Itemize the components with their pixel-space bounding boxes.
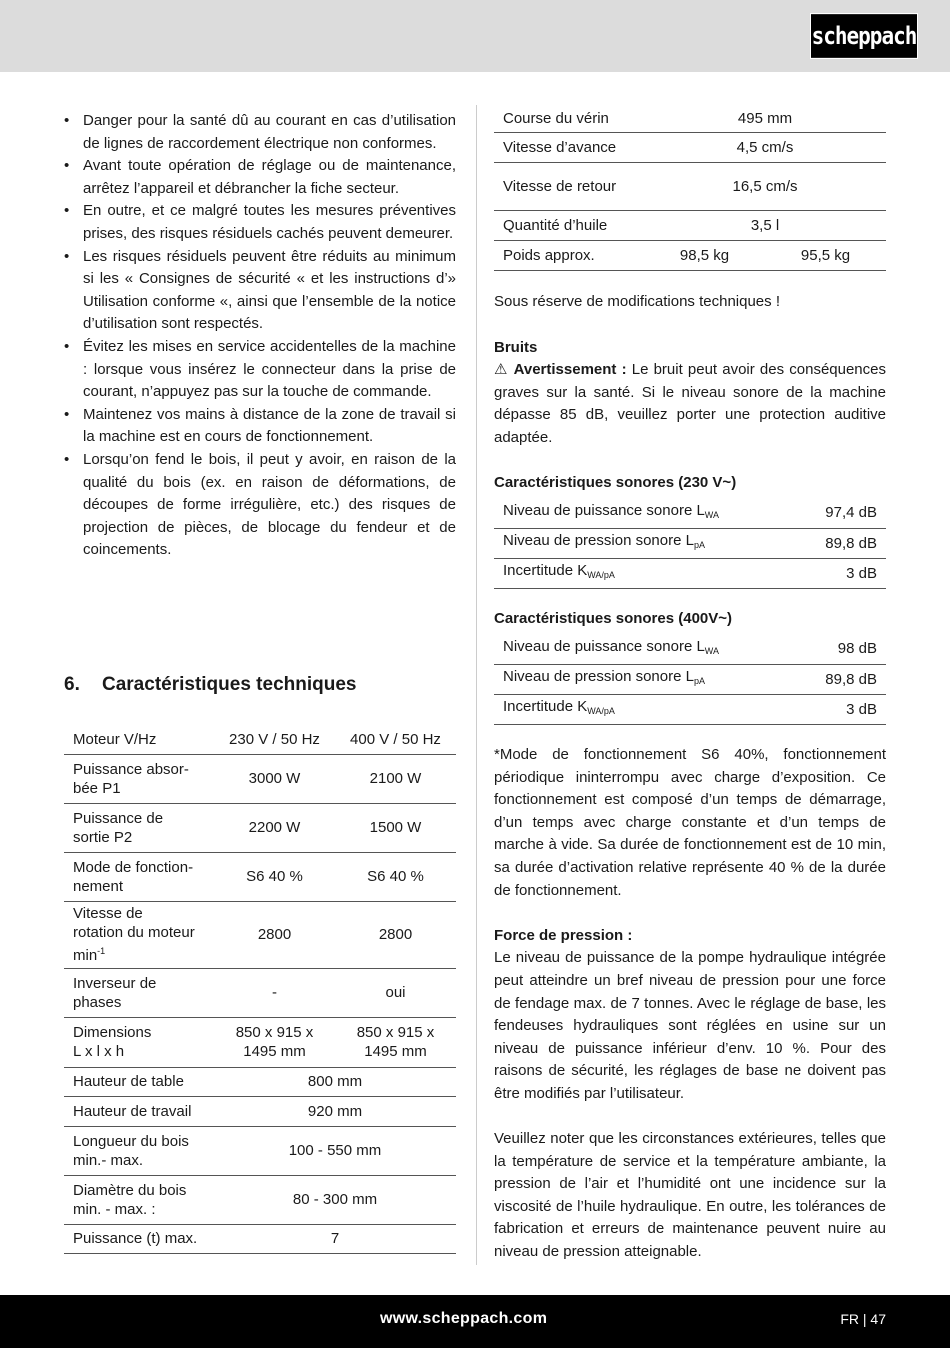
table-row	[64, 901, 456, 968]
noise-warning	[494, 359, 886, 449]
force-title: Force de pression :	[494, 926, 633, 944]
table-row	[64, 1017, 456, 1067]
sound-label-subscript: pA	[693, 676, 705, 686]
spec-label: Puissance de sortie P2	[64, 803, 214, 852]
spec-value-230v: 2200 W	[214, 803, 335, 852]
table-row	[64, 1126, 456, 1175]
tech-spec-table-continued	[494, 105, 886, 271]
sound-value: 89,8 dB	[796, 528, 886, 558]
section-heading	[64, 674, 356, 696]
sound-value: 3 dB	[796, 694, 886, 724]
spec-label: Inverseur de phases	[64, 968, 214, 1017]
spec-label: Longueur du bois min.- max.	[64, 1126, 214, 1175]
spec-value: 7	[214, 1224, 456, 1253]
table-row	[64, 754, 456, 803]
spec-value: 800 mm	[214, 1067, 456, 1096]
sound-title-230: Caractéristiques sonores (230 V~)	[494, 474, 737, 491]
sound-value: 98 dB	[796, 634, 886, 664]
table-row	[494, 105, 886, 132]
spec-value: 3,5 l	[644, 210, 886, 240]
sound-label-subscript: WA/pA	[587, 706, 615, 716]
min-exponent: -1	[97, 946, 106, 956]
spec-value: 16,5 cm/s	[644, 162, 886, 210]
sound-label-subscript: WA/pA	[587, 570, 615, 580]
sound-label-text: Niveau de puissance sonore L	[503, 501, 705, 519]
table-row	[64, 1096, 456, 1126]
spec-value-400v: oui	[335, 968, 456, 1017]
spec-label: Hauteur de table	[64, 1067, 214, 1096]
sound-label	[494, 664, 796, 694]
sound-label-text: Incertitude K	[503, 698, 588, 715]
table-row	[494, 210, 886, 240]
website-link[interactable]: www.scheppach.com	[380, 1310, 548, 1327]
section-number: 6.	[64, 674, 80, 695]
spec-label: Vitesse de retour	[494, 162, 644, 210]
spec-value-230v: S6 40 %	[214, 852, 335, 901]
table-row	[494, 162, 886, 210]
section-title: Caractéristiques techniques	[102, 674, 357, 695]
sound-label-text: Niveau de pression sonore L	[503, 532, 694, 549]
spec-label: Puissance (t) max.	[64, 1224, 214, 1253]
sound-value: 89,8 dB	[796, 664, 886, 694]
table-row	[64, 725, 456, 754]
sound-value: 97,4 dB	[796, 498, 886, 528]
sound-label-subscript: WA	[704, 645, 719, 656]
bullet-item: • Lorsqu’on fend le bois, il peut y avoir, en raison de la qualité du bois (ex. en raison de déformations, de découpes de forme irrégulière, etc.) des risques de projection de pièces, de blocage du fendeur et de coincements.	[64, 449, 456, 562]
sound-label	[494, 694, 796, 724]
table-row	[64, 1175, 456, 1224]
table-row	[64, 1224, 456, 1253]
sound-label	[494, 528, 796, 558]
sound-label-subscript: WA	[704, 509, 719, 520]
bullet-item: • Avant toute opération de réglage ou de maintenance, arrêtez l’appareil et débrancher la fiche secteur.	[64, 155, 456, 200]
table-row	[64, 803, 456, 852]
spec-value-400v: 400 V / 50 Hz	[335, 725, 456, 754]
bullet-item: • En outre, et ce malgré toutes les mesures préventives prises, des risques résiduels cachés peuvent demeurer.	[64, 200, 456, 245]
sound-table-400	[494, 634, 886, 725]
spec-label: Poids approx.	[494, 240, 644, 270]
scheppach-logo: scheppach	[810, 13, 918, 59]
table-row	[494, 240, 886, 270]
left-column	[64, 110, 456, 562]
right-column	[494, 291, 886, 450]
sound-label	[494, 634, 796, 664]
bruits-title: Bruits	[494, 338, 538, 356]
spec-value: 100 - 550 mm	[214, 1126, 456, 1175]
warning-icon: ⚠	[494, 361, 509, 379]
spec-value-400v: 1500 W	[335, 803, 456, 852]
sound-label-text: Niveau de puissance sonore L	[503, 637, 705, 655]
header-bar	[0, 0, 950, 72]
sound-title-400: Caractéristiques sonores (400V~)	[494, 610, 733, 627]
page-number: FR | 47	[840, 1311, 886, 1327]
spec-value-230v: 98,5 kg	[644, 240, 765, 270]
reserve-note: Sous réserve de modifications techniques !	[494, 293, 780, 310]
spec-value: 495 mm	[644, 105, 886, 132]
table-row	[494, 664, 886, 694]
bullet-item: • Les risques résiduels peuvent être réduits au minimum si les « Consignes de sécurité « et les instructions d’» Utilisation conforme «, ainsi que l’ensemble de la notice d’utilisation sont respectés.	[64, 246, 456, 336]
sound-table-230	[494, 498, 886, 589]
table-row	[494, 528, 886, 558]
safety-bullet-list	[64, 110, 456, 562]
force-text: Le niveau de puissance de la pompe hydraulique intégrée peut atteindre un bref niveau de pression pour une force de fendage max. de 7 tonnes. Avec le réglage de base, les fendeuses hydrauliques sont réglées en usine sur un niveau de puissance inférieur d’env. 10 %. Pour des raisons de sécurité, les réglages de base ne doivent pas être modifiés par l’utilisateur.	[494, 949, 886, 1102]
spec-value: 80 - 300 mm	[214, 1175, 456, 1224]
sound-label-subscript: pA	[693, 540, 705, 550]
spec-value-400v: 2800	[335, 901, 456, 968]
spec-label: Hauteur de travail	[64, 1096, 214, 1126]
table-row	[494, 132, 886, 162]
spec-value-230v: 2800	[214, 901, 335, 968]
sound-label-text: Niveau de pression sonore L	[503, 668, 694, 685]
bullet-item: • Maintenez vos mains à distance de la zone de travail si la machine est en cours de fonctionnement.	[64, 404, 456, 449]
sound-label-text: Incertitude K	[503, 562, 588, 579]
table-row	[494, 634, 886, 664]
spec-value-230v: 850 x 915 x 1495 mm	[214, 1017, 335, 1067]
table-row	[494, 558, 886, 588]
bullet-item: • Évitez les mises en service accidentelles de la machine : lorsque vous insérez le connecteur dans la prise de courant, n’appuyez pas sur la touche de commande.	[64, 336, 456, 404]
spec-value: 4,5 cm/s	[644, 132, 886, 162]
spec-label: Moteur V/Hz	[64, 725, 214, 754]
spec-label: Vitesse d’avance	[494, 132, 644, 162]
spec-value-400v: 2100 W	[335, 754, 456, 803]
spec-label: Diamètre du bois min. - max. :	[64, 1175, 214, 1224]
spec-label: Course du vérin	[494, 105, 644, 132]
footer-bar	[0, 1295, 950, 1348]
table-row	[494, 694, 886, 724]
spec-value: 920 mm	[214, 1096, 456, 1126]
spec-value-400v: 850 x 915 x 1495 mm	[335, 1017, 456, 1067]
spec-value-230v: 230 V / 50 Hz	[214, 725, 335, 754]
sound-label	[494, 558, 796, 588]
spec-label: Puissance absor- bée P1	[64, 754, 214, 803]
table-row	[494, 498, 886, 528]
mode-note: *Mode de fonctionnement S6 40%, fonctionnement périodique ininterrompu avec charge d’exposition. Ce fonctionnement est composé d’un temps de démarrage, d’un temps avec charge constante et d’un temps de marche à vide. Sa durée de fonctionnement est de 10 min, sa durée d’activation relative représente 40 % de la durée de fonctionnement.	[494, 746, 886, 899]
table-row	[64, 852, 456, 901]
spec-value-400v: 95,5 kg	[765, 240, 886, 270]
spec-label: Quantité d’huile	[494, 210, 644, 240]
table-row	[64, 1067, 456, 1096]
spec-value-230v: -	[214, 968, 335, 1017]
spec-label: Mode de fonction- nement	[64, 852, 214, 901]
spec-value-400v: S6 40 %	[335, 852, 456, 901]
warning-text: Le bruit peut avoir des conséquences graves sur la santé. Si le niveau sonore de la machine dépasse 85 dB, veuillez porter une protection auditive adaptée.	[494, 361, 886, 446]
conditions-text: Veuillez noter que les circonstances extérieures, telles que la température de service et la température ambiante, la pression de l’air et l’humidité ont une incidence sur la viscosité de l’huile hydraulique. En outre, les tolérances de fabrication et erreurs de maintenance peuvent nuire au niveau de pression atteignable.	[494, 1130, 886, 1261]
spec-label: Vitesse de rotation du moteur $\min^{-1}$	[64, 901, 214, 968]
sound-label	[494, 498, 796, 528]
table-row	[64, 968, 456, 1017]
warning-label: Avertissement :	[513, 361, 627, 379]
tech-spec-table	[64, 725, 456, 1254]
spec-label: Dimensions L x l x h	[64, 1017, 214, 1067]
sound-value: 3 dB	[796, 558, 886, 588]
spec-value-230v: 3000 W	[214, 754, 335, 803]
column-divider	[476, 105, 477, 1265]
bullet-item: • Danger pour la santé dû au courant en cas d’utilisation de lignes de raccordement électrique non conformes.	[64, 110, 456, 155]
